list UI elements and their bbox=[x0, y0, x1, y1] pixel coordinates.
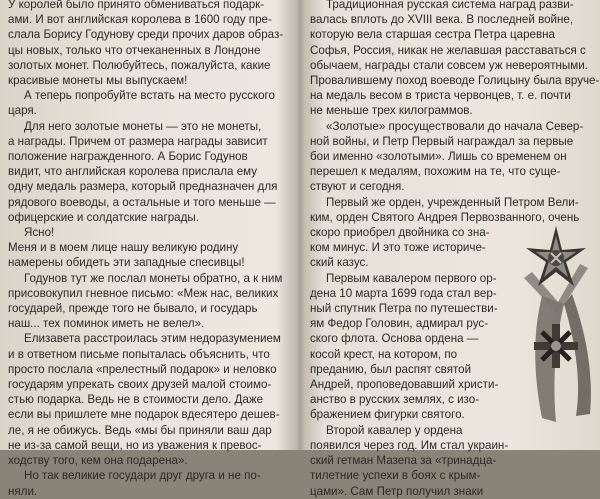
text-line: Годунов тут же послал монеты обратно, а к ним bbox=[24, 271, 283, 285]
text-line: бои именно «золотыми». Лишь со временем он bbox=[310, 150, 567, 164]
text-line: рядового воеводы, а остальные и того меньше — bbox=[8, 195, 276, 209]
text-line: ком минус. И это тоже историче- bbox=[310, 241, 486, 255]
text-line: ный спутник Петра по путешестви- bbox=[310, 302, 498, 316]
text-line: царя. bbox=[8, 104, 37, 118]
text-line: ле, я не обижусь. Ведь «мы бы приняли ваш дар bbox=[8, 423, 272, 437]
text-line: Меня и в моем лице нашу великую родину bbox=[8, 241, 239, 255]
text-line: Софья, Россия, никак не желавшая расставаться с bbox=[310, 43, 586, 57]
text-line: Традиционная русская система наград разви- bbox=[326, 0, 574, 11]
left-text-column bbox=[8, 0, 290, 499]
text-line: государей, прежде того не бывало, и государь bbox=[8, 302, 258, 316]
text-line: которую вела старшая сестра Петра царевна bbox=[310, 28, 555, 42]
text-line: офицерские и солдатские награды. bbox=[8, 210, 199, 224]
text-line: Первый же орден, учрежденный Петром Вели- bbox=[326, 195, 579, 209]
text-line: ям Федор Головин, адмирал рус- bbox=[310, 317, 489, 331]
text-line: преданию, был распят святой bbox=[310, 362, 472, 376]
left-page bbox=[0, 0, 298, 498]
text-line: ной войны, и Петр Первый награждал за первые bbox=[310, 134, 574, 148]
text-line: дена 10 марта 1699 года стал вер- bbox=[310, 286, 497, 300]
text-line: слала Борису Годунову среди прочих даров образ- bbox=[8, 28, 284, 42]
text-line: стью подарка. Ведь не в стоимости дело. Даже bbox=[8, 393, 264, 407]
text-line: появился через год. Им стал украин- bbox=[310, 438, 509, 452]
text-line: ствуют и сегодня. bbox=[310, 180, 405, 194]
text-line: если вы пришлете мне подарок вдесятеро дешев- bbox=[8, 408, 280, 422]
text-line: золотых монет. Полюбуйтесь, пожалуйста, какие bbox=[8, 58, 271, 72]
text-line: Елизавета расстроилась этим недоразумением bbox=[24, 332, 281, 346]
text-line: анство в русских землях, с изо- bbox=[310, 393, 480, 407]
text-line: цы новых, только что отчеканенных в Лондоне bbox=[8, 43, 261, 57]
text-line: Первым кавалером первого ор- bbox=[326, 271, 497, 285]
text-line: скоро приобрел двойника со зна- bbox=[310, 226, 490, 240]
text-line: ами. И вот английская королева в 1600 году пре- bbox=[8, 13, 272, 27]
text-line: валась вплоть до XVIII века. В последней войне, bbox=[310, 13, 574, 27]
text-line: У королей было принято обмениваться подарк- bbox=[8, 0, 265, 11]
text-line: не меньше трех килограммов. bbox=[310, 104, 473, 118]
text-line: няли. bbox=[8, 484, 38, 498]
text-line: ким, орден Святого Андрея Первозванного, очень bbox=[310, 210, 580, 224]
order-of-st-andrew-icon bbox=[512, 218, 598, 428]
text-line: тилетние успехи в боях с крым- bbox=[310, 469, 481, 483]
text-line: намерены обидеть эти западные спесивцы! bbox=[8, 256, 245, 270]
text-line: цами». Сам Петр получил знаки bbox=[310, 484, 484, 498]
text-line: ходству того, кем она подарена». bbox=[8, 454, 188, 468]
text-line: одну медаль размера, который предназначен для bbox=[8, 180, 278, 194]
text-line: косой крест, на котором, по bbox=[310, 347, 458, 361]
text-line: Второй кавалер у ордена bbox=[326, 423, 463, 437]
text-line: ский казус. bbox=[310, 256, 369, 270]
right-page bbox=[304, 0, 600, 498]
text-line: положение награжденного. А Борис Годунов bbox=[8, 150, 248, 164]
text-line: перешел к медалям, похожим на те, что суще- bbox=[310, 165, 561, 179]
order-illustration-svg bbox=[512, 218, 598, 428]
text-line: Андрей, проповедовавший христи- bbox=[310, 378, 499, 392]
text-line: присовокупил гневное письмо: «Меж нас, великих bbox=[8, 286, 279, 300]
text-line: а награды. Причем от размера награды зависит bbox=[8, 134, 268, 148]
text-line: А теперь попробуйте встать на место русского bbox=[24, 89, 275, 103]
text-line: Провалившему поход воеводе Голицыну была вруче- bbox=[310, 74, 600, 88]
text-line: ского флота. Основа ордена — bbox=[310, 332, 479, 346]
text-line: ский гетман Мазепа за «тринадца- bbox=[310, 454, 497, 468]
text-line: красивые монеты мы выпускаем! bbox=[8, 74, 188, 88]
text-line: видит, что английская королева прислала ему bbox=[8, 165, 258, 179]
text-line: государям упрекать своих друзей малой стоимо- bbox=[8, 378, 272, 392]
text-line: просто послала «прелестный подарок» и неловко bbox=[8, 362, 277, 376]
text-line: не из-за самой вещи, но из уважения к превос- bbox=[8, 438, 262, 452]
text-line: наш... тех поминок иметь не велел». bbox=[8, 317, 205, 331]
text-line: Но так великие государи друг друга и не по- bbox=[24, 469, 261, 483]
text-line: обычаем, награды стали совсем уж невероятными. bbox=[310, 58, 588, 72]
text-line: «Золотые» просуществовали до начала Север- bbox=[326, 119, 584, 133]
text-line: Ясно! bbox=[24, 226, 55, 240]
text-line: на медаль весом в триста червонцев, т. е. почти bbox=[310, 89, 571, 103]
text-line: бражением фигурки святого. bbox=[310, 408, 465, 422]
text-line: и в ответном письме попыталась объяснить, что bbox=[8, 347, 270, 361]
text-line: Для него золотые монеты — это не монеты, bbox=[24, 119, 262, 133]
